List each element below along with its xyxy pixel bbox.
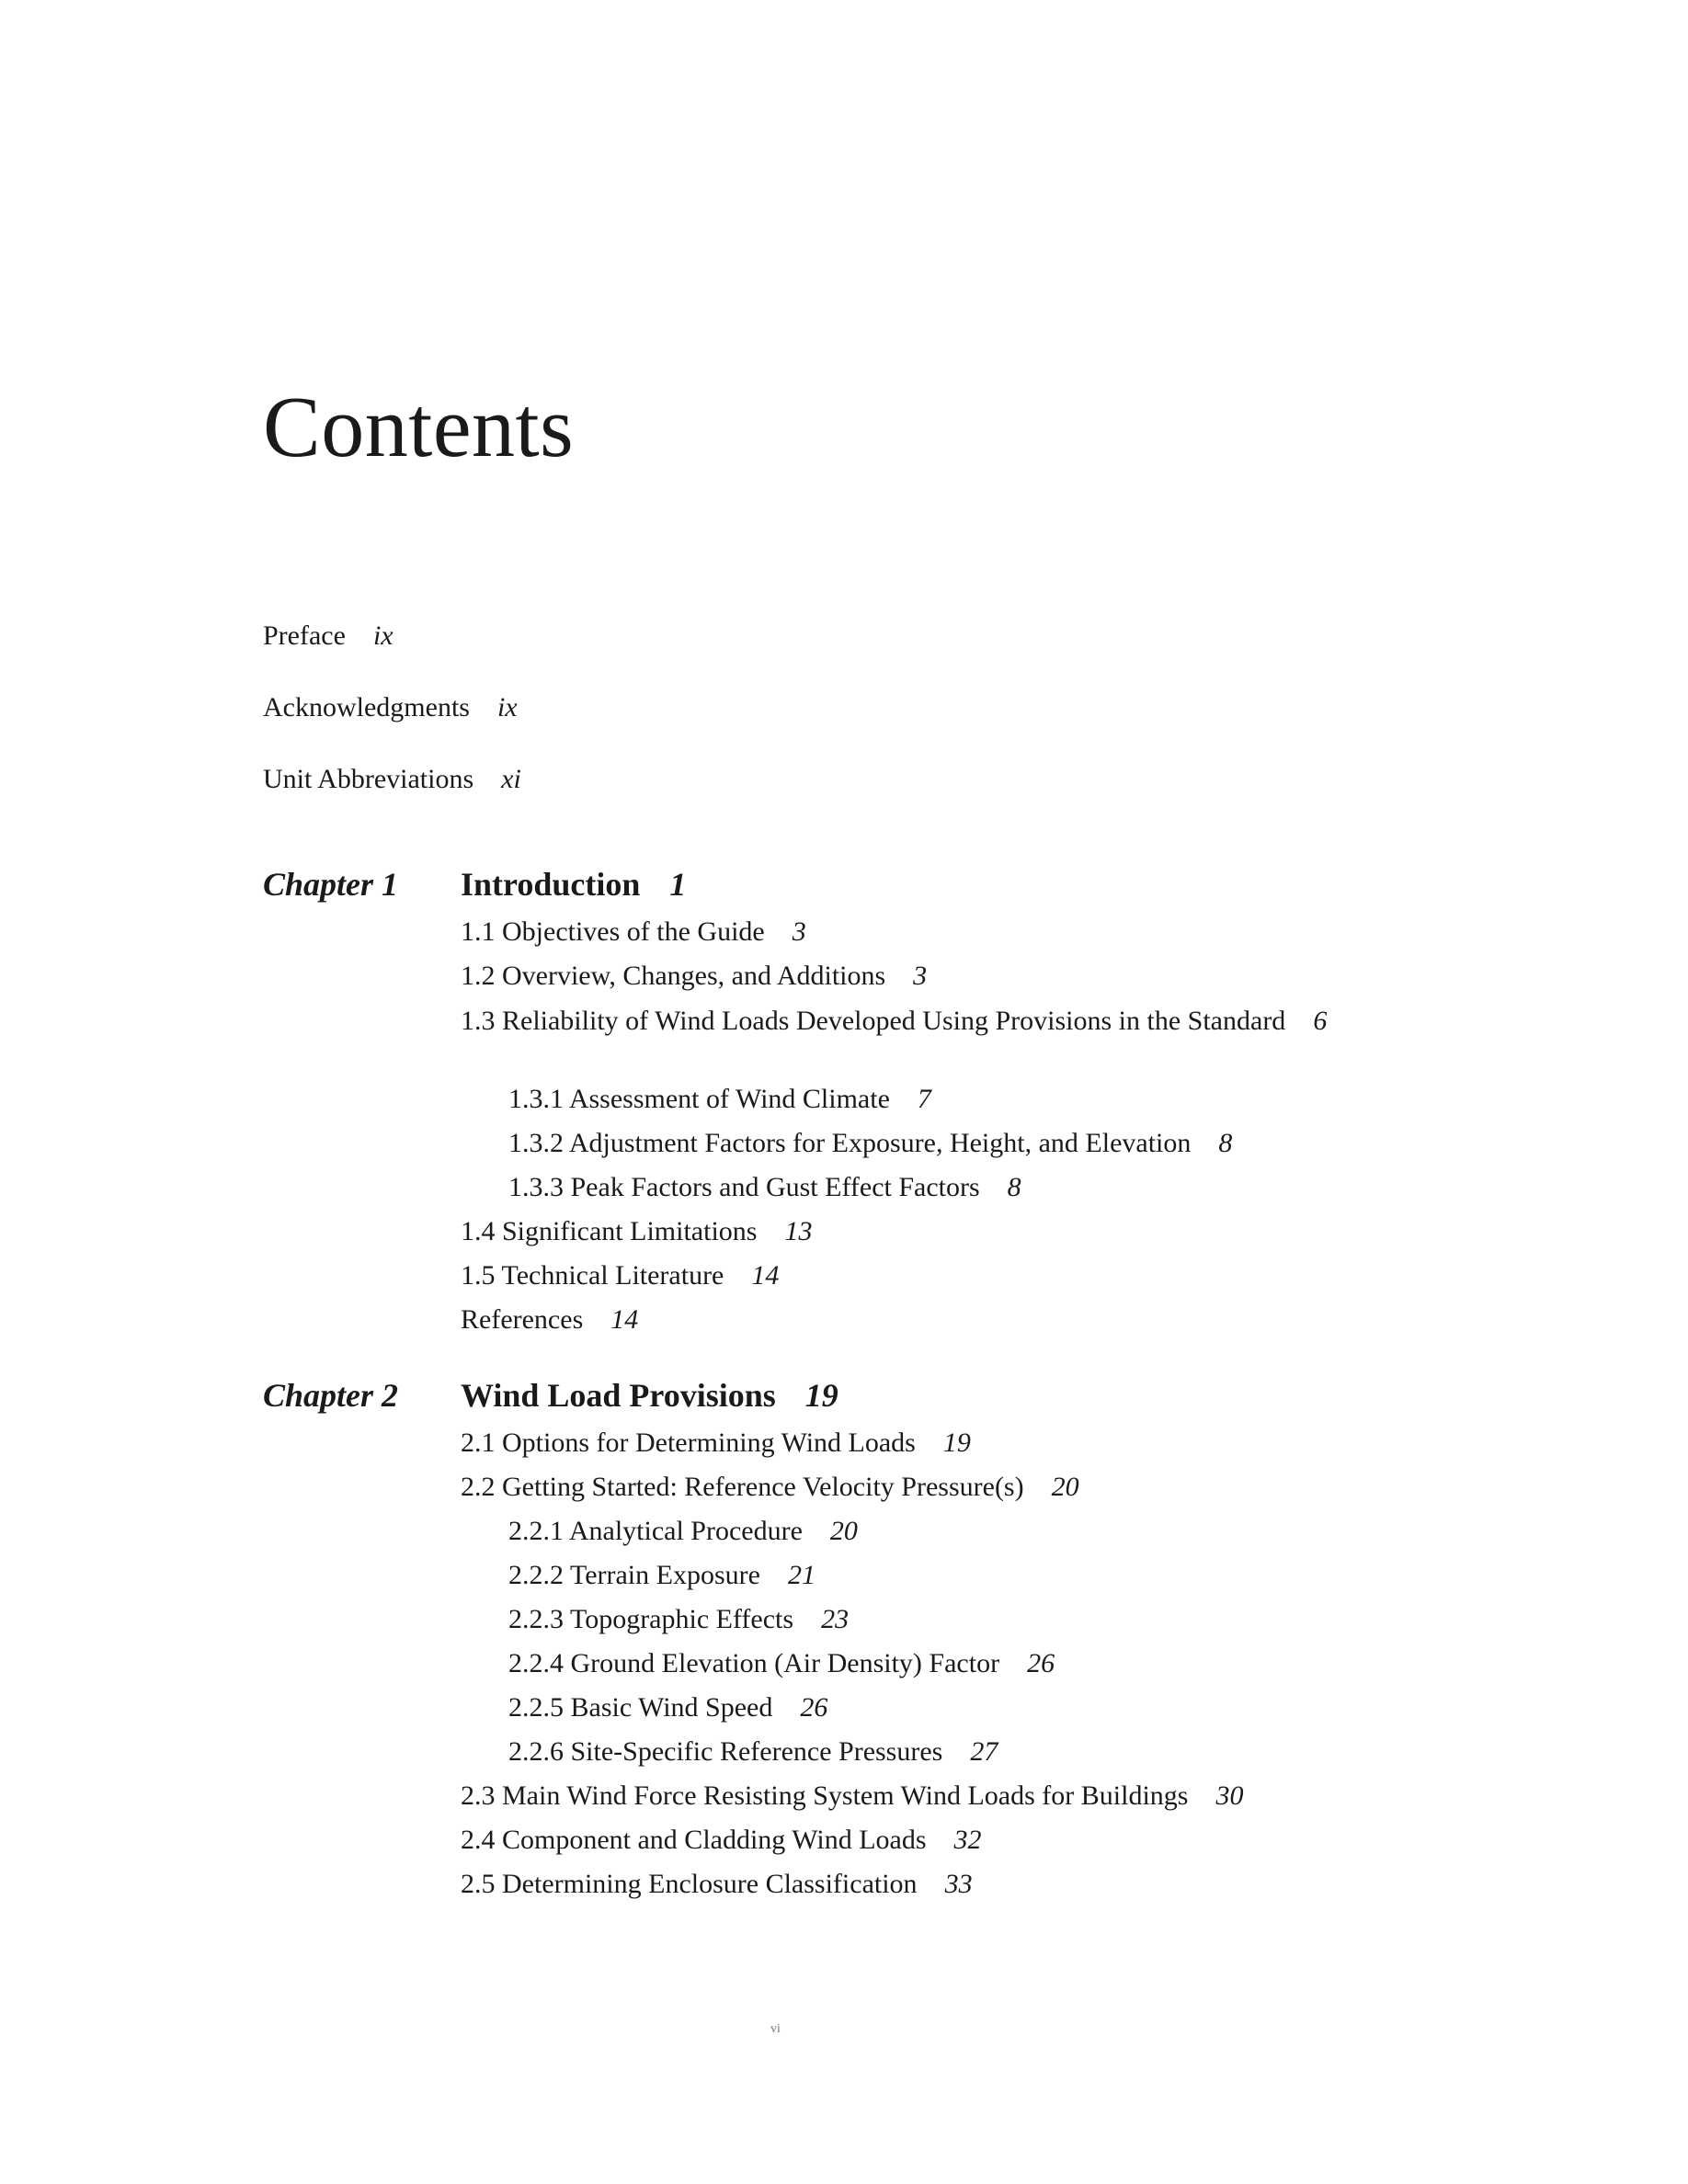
toc-entry-label: 1.1 Objectives of the Guide (461, 916, 765, 947)
toc-entry-page: 7 (917, 1084, 931, 1114)
toc-entry[interactable] (508, 1171, 1021, 1204)
toc-entry-page: 3 (913, 961, 928, 991)
toc-entry-page: 20 (829, 1516, 858, 1546)
chapter-label: Chapter 2 (263, 1377, 399, 1414)
chapter-label: Chapter 1 (263, 866, 399, 903)
toc-entry-label: 2.2.6 Site-Specific Reference Pressures (508, 1736, 943, 1767)
page-folio: vi (770, 2022, 781, 2036)
toc-entry[interactable] (461, 1780, 1243, 1813)
toc-entry-page: 26 (1027, 1648, 1055, 1678)
toc-entry[interactable] (508, 1515, 858, 1548)
toc-entry-label: Acknowledgments (263, 692, 470, 722)
toc-entry-label: 2.4 Component and Cladding Wind Loads (461, 1825, 927, 1855)
toc-entry-label: 2.2.3 Topographic Effects (508, 1604, 794, 1634)
toc-entry-page: 19 (942, 1428, 971, 1458)
toc-entry[interactable] (461, 1004, 1330, 1039)
chapter-title[interactable] (461, 866, 686, 903)
toc-entry-label: 2.3 Main Wind Force Resisting System Wind Loads for Buildings (461, 1780, 1189, 1811)
toc-entry-page: 8 (1007, 1172, 1021, 1202)
toc-entry-page: 14 (610, 1304, 639, 1335)
toc-entry-page: 27 (970, 1736, 998, 1767)
toc-entry[interactable] (461, 1471, 1079, 1504)
toc-entry[interactable] (461, 960, 927, 993)
toc-entry-label: 1.3.2 Adjustment Factors for Exposure, Height, and Elevation (508, 1128, 1192, 1158)
toc-entry-page: xi (501, 764, 521, 794)
toc-entry-unit-abbreviations[interactable] (263, 763, 521, 796)
toc-entry-label: 2.2.4 Ground Elevation (Air Density) Factor (508, 1648, 1000, 1678)
chapter-title-page: 19 (804, 1377, 838, 1414)
toc-entry-page: 3 (792, 916, 806, 947)
toc-entry-label: 2.5 Determining Enclosure Classification (461, 1869, 918, 1899)
toc-entry-acknowledgments[interactable] (263, 691, 518, 724)
toc-entry-label: Preface (263, 620, 346, 651)
toc-entry-page: 14 (751, 1260, 780, 1291)
toc-entry-label: 2.2.1 Analytical Procedure (508, 1516, 803, 1546)
toc-entry[interactable] (461, 1868, 973, 1901)
toc-entry[interactable] (461, 1427, 971, 1460)
toc-entry-page: 21 (787, 1560, 815, 1590)
toc-entry-label: Unit Abbreviations (263, 764, 474, 794)
toc-entry-label: 1.5 Technical Literature (461, 1260, 724, 1291)
toc-entry-page: 8 (1218, 1128, 1233, 1158)
toc-entry-page: ix (496, 692, 518, 722)
toc-entry[interactable] (508, 1127, 1232, 1160)
chapter-title[interactable] (461, 1377, 838, 1414)
toc-entry[interactable] (508, 1083, 931, 1116)
toc-entry-page: 32 (953, 1825, 982, 1855)
toc-entry-label: 1.3.3 Peak Factors and Gust Effect Factors (508, 1172, 980, 1202)
toc-entry[interactable] (461, 1259, 779, 1292)
toc-entry-preface[interactable] (263, 620, 393, 653)
toc-entry[interactable] (461, 1824, 982, 1857)
toc-entry-label: 1.2 Overview, Changes, and Additions (461, 961, 886, 991)
toc-entry-label: 2.2.2 Terrain Exposure (508, 1560, 760, 1590)
toc-entry[interactable] (508, 1691, 827, 1724)
toc-entry[interactable] (461, 916, 806, 949)
toc-entry-label: 2.2 Getting Started: Reference Velocity Pressure(s) (461, 1472, 1024, 1502)
toc-entry-label: 2.1 Options for Determining Wind Loads (461, 1428, 916, 1458)
chapter-title-text: Introduction (461, 866, 641, 903)
toc-entry[interactable] (508, 1603, 849, 1636)
toc-entry[interactable] (508, 1647, 1055, 1680)
toc-entry-page: 6 (1313, 1006, 1328, 1036)
toc-entry-page: 26 (800, 1692, 828, 1723)
page-title: Contents (263, 380, 575, 475)
toc-entry[interactable] (461, 1215, 812, 1248)
toc-entry-label: 2.2.5 Basic Wind Speed (508, 1692, 773, 1723)
toc-entry[interactable] (508, 1559, 815, 1592)
chapter-title-text: Wind Load Provisions (461, 1377, 776, 1414)
toc-entry-page: 30 (1215, 1780, 1244, 1811)
toc-entry-label: 1.3 Reliability of Wind Loads Developed Using Provisions in the Standard (461, 1006, 1286, 1036)
toc-entry-label: 1.4 Significant Limitations (461, 1216, 758, 1246)
toc-entry[interactable] (461, 1303, 638, 1337)
toc-entry-page: 13 (784, 1216, 813, 1246)
chapter-title-page: 1 (669, 866, 687, 903)
toc-entry-page: 33 (944, 1869, 973, 1899)
toc-entry[interactable] (508, 1735, 998, 1769)
toc-entry-page: 23 (821, 1604, 850, 1634)
toc-entry-label: 1.3.1 Assessment of Wind Climate (508, 1084, 890, 1114)
toc-entry-label: References (461, 1304, 584, 1335)
toc-entry-page: ix (372, 620, 393, 651)
toc-entry-page: 20 (1051, 1472, 1079, 1502)
